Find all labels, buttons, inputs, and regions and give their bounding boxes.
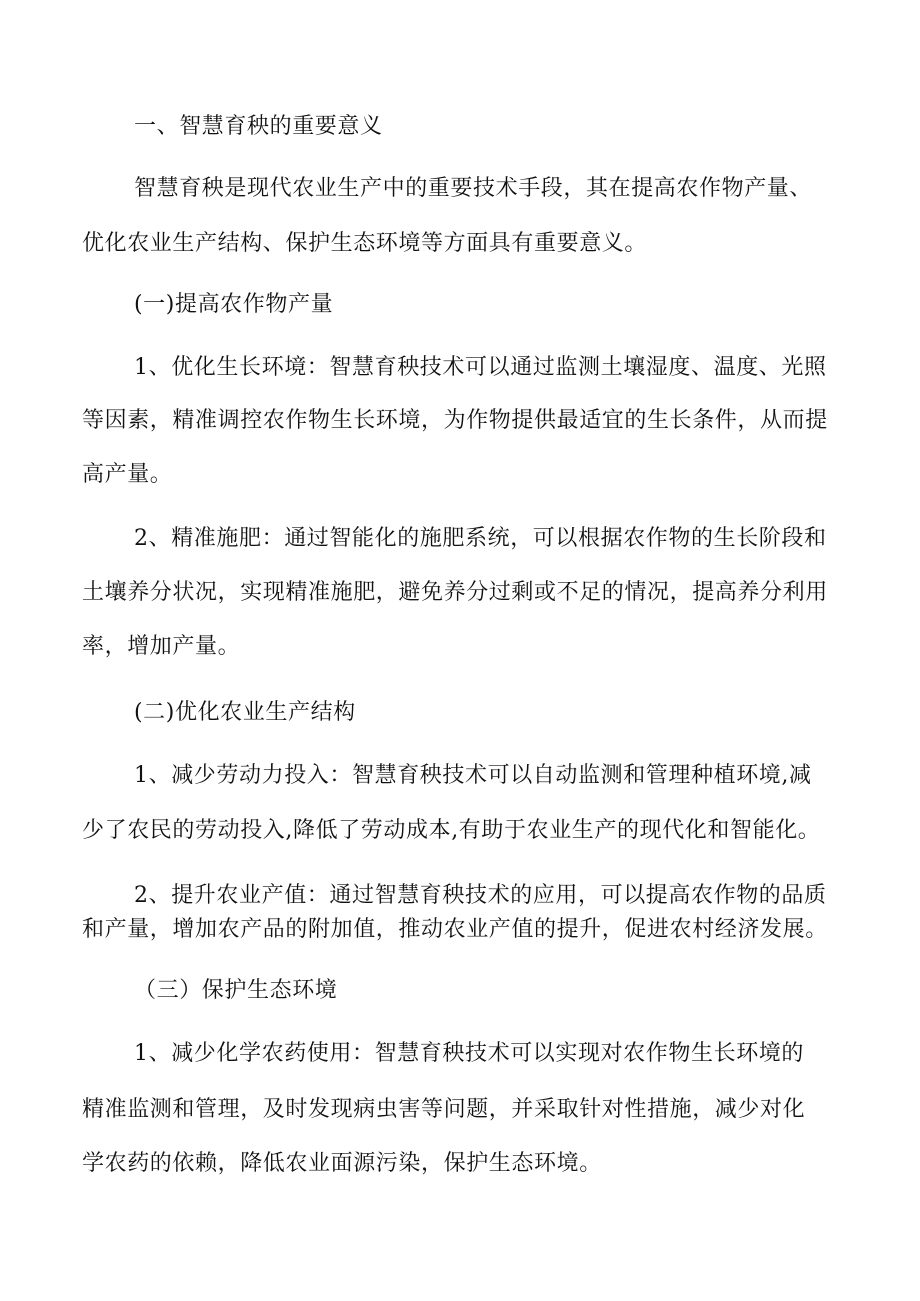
section-1-item-1-line-2: 等因素，精准调控农作物生长环境，为作物提供最适宜的生长条件，从而提 [82,408,828,433]
section-3-item-1-line-3: 学农药的依赖，降低农业面源污染，保护生态环境。 [82,1151,602,1176]
intro-line-1: 智慧育秧是现代农业生产中的重要技术手段，其在提高农作物产量、 [134,176,813,201]
section-1-item-2-line-3: 率，增加产量。 [82,634,241,659]
section-3-title: （三）保护生态环境 [134,978,338,1003]
section-2-item-1-line-1: 1、减少劳动力投入：智慧育秧技术可以自动监测和管理种植环境,减 [134,763,812,788]
section-1-title: (一)提高农作物产量 [134,292,334,317]
heading-1: 一、智慧育秧的重要意义 [134,114,383,139]
section-1-item-1-line-3: 高产量。 [82,462,173,487]
section-1-item-2-line-1: 2、精准施肥：通过智能化的施肥系统，可以根据农作物的生长阶段和 [134,526,827,551]
section-3-item-1-line-2: 精准监测和管理，及时发现病虫害等问题，并采取针对性措施，减少对化 [82,1097,806,1122]
section-3-item-1-line-1: 1、减少化学农药使用：智慧育秧技术可以实现对农作物生长环境的 [134,1041,804,1066]
section-2-item-2-line-2: 和产量，增加农产品的附加值，推动农业产值的提升，促进农村经济发展。 [82,917,828,942]
intro-line-2: 优化农业生产结构、保护生态环境等方面具有重要意义。 [82,231,648,256]
section-1-item-1-line-1: 1、优化生长环境：智慧育秧技术可以通过监测土壤湿度、温度、光照 [134,355,827,380]
section-2-item-1-line-2: 少了农民的劳动投入,降低了劳动成本,有助于农业生产的现代化和智能化。 [82,818,821,843]
section-1-item-2-line-2: 土壤养分状况，实现精准施肥，避免养分过剩或不足的情况，提高养分利用 [82,580,828,605]
section-2-title: (二)优化农业生产结构 [134,700,356,725]
section-2-item-2-line-1: 2、提升农业产值：通过智慧育秧技术的应用，可以提高农作物的品质 [134,883,827,908]
